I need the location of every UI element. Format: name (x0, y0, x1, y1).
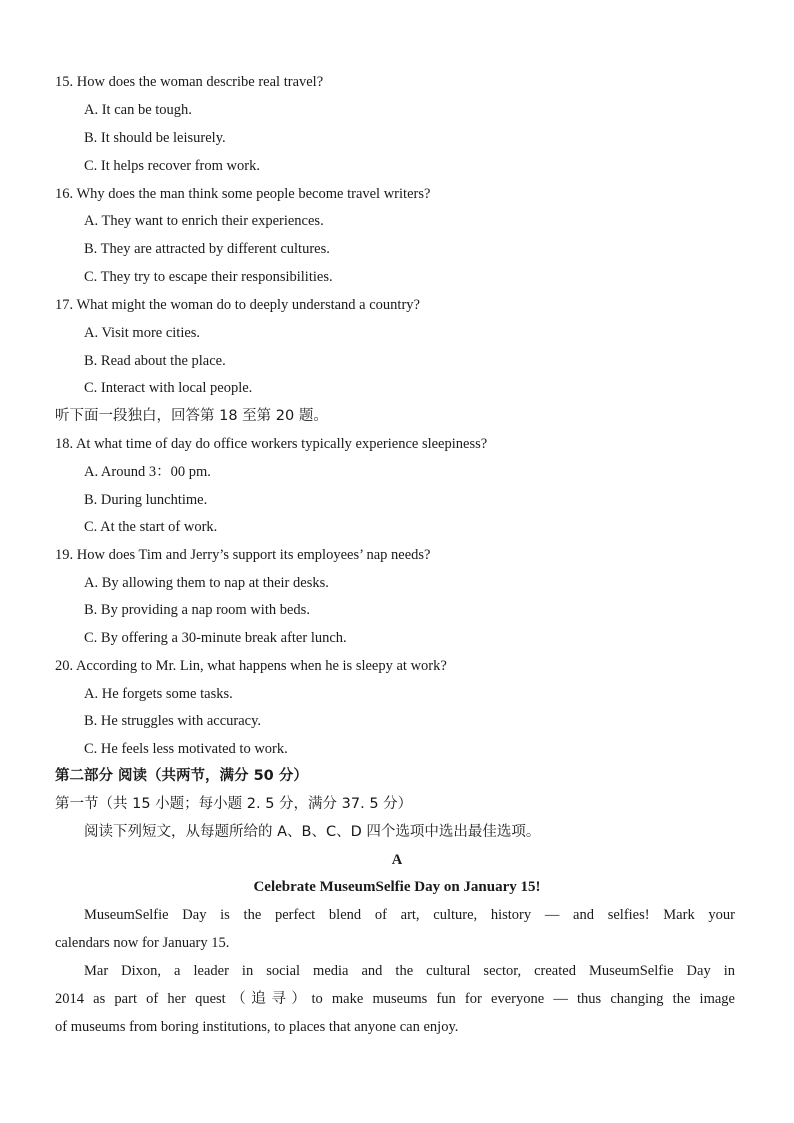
question-18-stem: 18. At what time of day do office workers typically experience sleepiness? (55, 436, 488, 452)
question-19-stem: 19. How does Tim and Jerry’s support its employees’ nap needs? (55, 547, 431, 563)
question-20-option-c: C. He feels less motivated to work. (84, 741, 288, 757)
part-two-title: 第二部分 阅读（共两节，满分 50 分） (55, 768, 308, 784)
question-15-option-a: A. It can be tough. (84, 102, 192, 118)
reading-instruction: 阅读下列短文，从每题所给的 A、B、C、D 四个选项中选出最佳选项。 (84, 824, 541, 840)
paragraph-1-line-1: MuseumSelfie Day is the perfect blend of art, culture, history — and selfies! Mark your (84, 907, 735, 923)
question-17-stem: 17. What might the woman do to deeply understand a country? (55, 297, 420, 313)
question-16-stem: 16. Why does the man think some people become travel writers? (55, 186, 431, 202)
paragraph-1-line-2: calendars now for January 15. (55, 935, 230, 951)
question-16-option-a: A. They want to enrich their experiences. (84, 213, 324, 229)
question-19-option-c: C. By offering a 30-minute break after lunch. (84, 630, 347, 646)
question-18-option-b: B. During lunchtime. (84, 492, 208, 508)
passage-title: Celebrate MuseumSelfie Day on January 15! (253, 879, 541, 895)
question-19-option-a: A. By allowing them to nap at their desks. (84, 575, 329, 591)
section-one-title: 第一节（共 15 小题；每小题 2. 5 分，满分 37. 5 分） (55, 796, 413, 812)
question-18-option-a: A. Around 3：00 pm. (84, 464, 211, 480)
paragraph-2-line-1: Mar Dixon, a leader in social media and the cultural sector, created MuseumSelfie Day in (84, 963, 735, 979)
question-15-stem: 15. How does the woman describe real travel? (55, 74, 324, 90)
question-20-stem: 20. According to Mr. Lin, what happens when he is sleepy at work? (55, 658, 447, 674)
passage-label: A (391, 852, 403, 868)
paragraph-2-line-2: 2014 as part of her quest（追寻）to make museums fun for everyone — thus changing the image (55, 991, 735, 1007)
question-19-option-b: B. By providing a nap room with beds. (84, 602, 310, 618)
question-15-option-c: C. It helps recover from work. (84, 158, 260, 174)
question-20-option-b: B. He struggles with accuracy. (84, 713, 262, 729)
question-18-option-c: C. At the start of work. (84, 519, 218, 535)
question-16-option-b: B. They are attracted by different cultures. (84, 241, 330, 257)
question-20-option-a: A. He forgets some tasks. (84, 686, 233, 702)
paragraph-2-line-3: of museums from boring institutions, to places that anyone can enjoy. (55, 1019, 459, 1035)
question-15-option-b: B. It should be leisurely. (84, 130, 226, 146)
question-16-option-c: C. They try to escape their responsibilities. (84, 269, 333, 285)
monologue-instruction: 听下面一段独白，回答第 18 至第 20 题。 (55, 408, 328, 424)
question-17-option-a: A. Visit more cities. (84, 325, 201, 341)
question-17-option-b: B. Read about the place. (84, 353, 226, 369)
question-17-option-c: C. Interact with local people. (84, 380, 253, 396)
